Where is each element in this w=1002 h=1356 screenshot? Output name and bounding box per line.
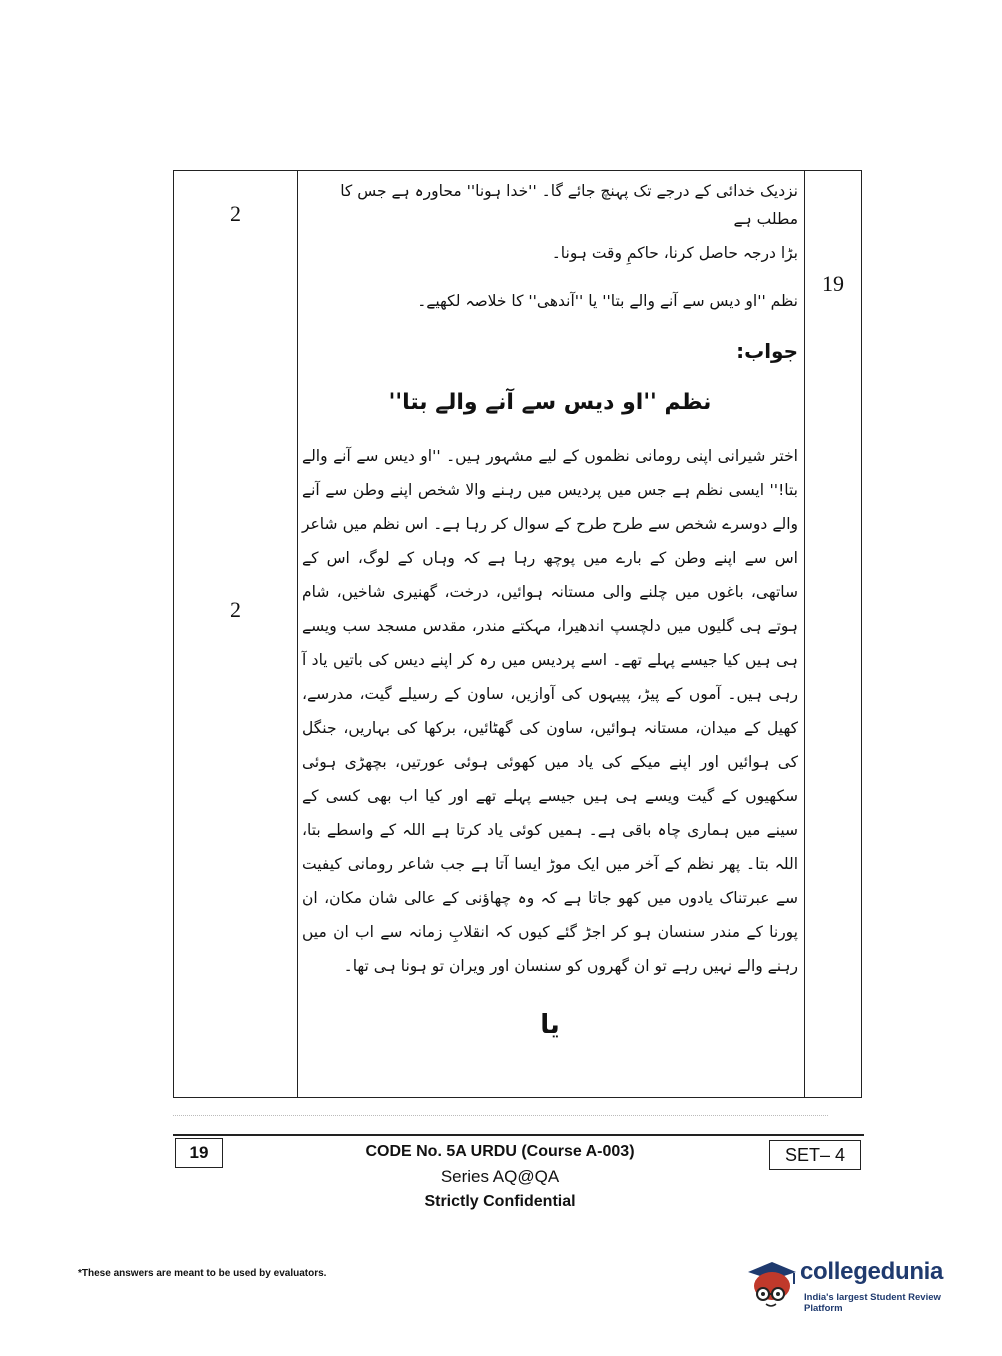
summary-paragraph: اختر شیرانی اپنی رومانی نظموں کے لیے مشہور ہیں۔ ''او دیس سے آنے والے بتا!'' ایسی نظم ہے جس میں پردیس میں رہنے والا شخص اپنے وطن سے آنے والے دوسرے شخص سے طرح طرح کے سوال کر رہا ہے۔ اس نظم میں شاعر اس سے اپنے وطن کے بارے میں پوچھ رہا ہے کہ وہاں کے لوگ، اس کے ساتھی، باغوں میں چلنے والی مستانہ ہوائیں، درخت، گھنیری شاخیں، شام ہوتے ہی گلیوں میں دلچسپ اندھیرا، مہکتے مندر، مقدس مسجد سب ویسے ہی ہیں کیا جیسے پہلے تھے۔ اسے پردیس میں رہ کر اپنے دیس کی باتیں یاد آ رہی ہیں۔ آموں کے پیڑ، پپیہوں کی آوازیں، ساون کے رسیلے گیت، مدرسے، کھیل کے میدان، مستانہ ہوائیں، ساون کی گھٹائیں، برکھا کی بہاریں، جنگل کی ہوائیں اور اپنے میکے کی یاد میں کھوئی ہوئی عورتیں، بچھڑی ہوئی سکھیوں کے گیت ویسے ہی ہیں جیسے پہلے تھے اور کیا اب بھی کسی کے سینے میں ہماری چاہ باقی ہے۔ ہمیں کوئی یاد کرتا ہے اللہ کے واسطے بتا، اللہ بتا۔ پھر نظم کے آخر میں ایک موڑ ایسا آتا ہے جب شاعر رومانی کیفیت سے عبرتناک یادوں میں کھو جاتا ہے کہ وہ چھاؤنی کے عالی شان مکان، ان پورنا کے مندر سنسان ہو کر اجڑ گئے کیوں کہ انقلابِ زمانہ سے اب ان میں رہنے والے نہیں رہے تو ان گھروں کو سنسان اور ویران تو ہونا ہی تھا۔	[302, 447, 798, 975]
column-divider-left	[297, 171, 298, 1097]
series-label: Series AQ@QA	[440, 1167, 560, 1186]
row2-marks: 2	[230, 597, 241, 622]
footer-rule	[173, 1134, 864, 1136]
answer-table	[173, 170, 862, 1098]
dotted-divider	[173, 1115, 828, 1116]
page-number: 19	[175, 1138, 223, 1168]
set-label: SET– 4	[769, 1140, 861, 1170]
exam-code: CODE No. 5A URDU (Course A-003)	[365, 1143, 635, 1160]
row1-text-line1: نزدیک خدائی کے درجے تک پہنچ جائے گا۔ ''خدا ہونا'' محاورہ ہے جس کا مطلب ہے	[340, 182, 798, 228]
logo-tagline: India's largest Student Review Platform	[804, 1292, 941, 1314]
student-mascot-icon	[742, 1252, 800, 1312]
answer-content	[302, 177, 798, 1039]
answer-label: جواب:	[736, 339, 798, 363]
question-number: 19	[822, 271, 844, 296]
evaluator-note: *These answers are meant to be used by evaluators.	[78, 1268, 327, 1279]
or-separator: یا	[540, 1010, 560, 1040]
logo-name: collegedunia	[800, 1258, 944, 1285]
row1-marks: 2	[230, 201, 241, 226]
column-divider-right	[804, 171, 805, 1097]
poem-title: نظم ''او دیس سے آنے والے بتا''	[388, 390, 712, 415]
collegedunia-logo	[742, 1252, 972, 1312]
question-text: نظم ''او دیس سے آنے والے بتا'' یا ''آندھی'' کا خلاصہ لکھیے۔	[417, 292, 798, 310]
row1-text-line2: بڑا درجہ حاصل کرنا، حاکمِ وقت ہونا۔	[551, 244, 798, 262]
confidential-label: Strictly Confidential	[424, 1193, 576, 1210]
